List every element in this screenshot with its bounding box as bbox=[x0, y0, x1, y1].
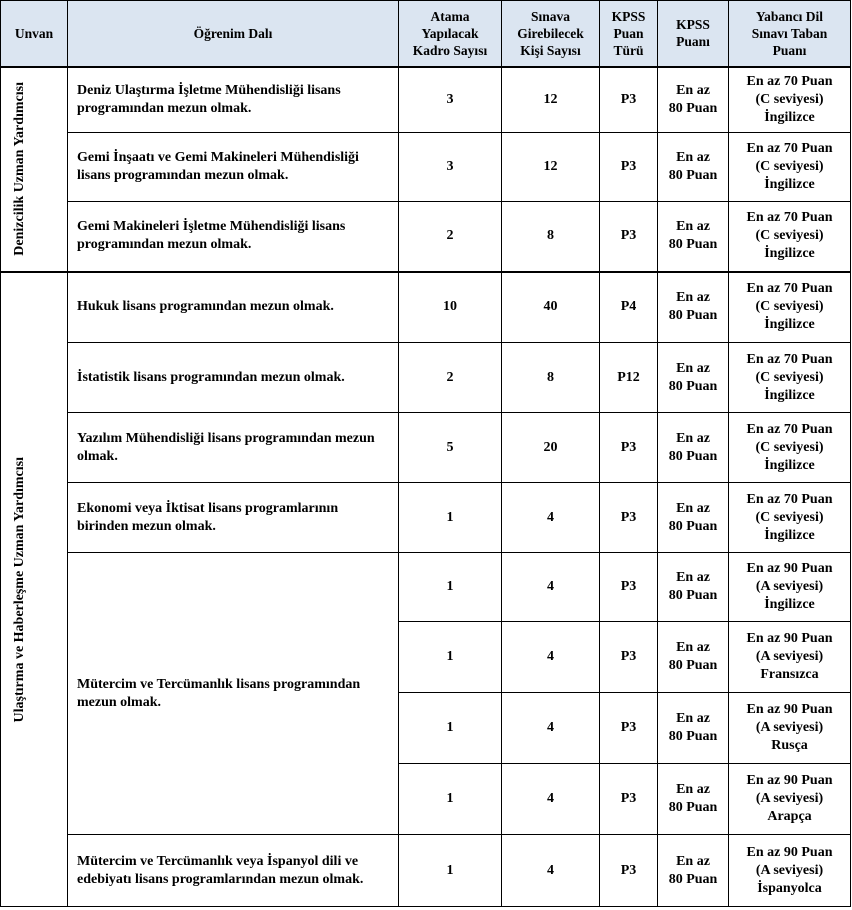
program-cell: Deniz Ulaştırma İşletme Mühendisliği lisans programından mezun olmak. bbox=[68, 67, 399, 133]
header-kisi-sayisi bbox=[502, 1, 600, 67]
dil-line: (C seviyesi) bbox=[755, 228, 824, 244]
header-row bbox=[1, 1, 851, 67]
kpss-line: En az bbox=[676, 853, 710, 869]
kpss-line: 80 Puan bbox=[668, 658, 718, 673]
dil-line: En az 70 Puan bbox=[746, 73, 833, 89]
kpss-puani-cell bbox=[658, 764, 729, 835]
kisi-cell: 8 bbox=[502, 202, 600, 272]
header-kpss-puani bbox=[658, 1, 729, 67]
dil-line: Fransızca bbox=[760, 667, 819, 682]
table-row bbox=[1, 272, 851, 343]
kadro-cell: 2 bbox=[399, 202, 502, 272]
kpss-line: En az bbox=[676, 500, 710, 516]
dil-puani-cell bbox=[729, 67, 851, 133]
dil-line: En az 90 Puan bbox=[746, 844, 833, 860]
kadro-cell: 3 bbox=[399, 133, 502, 202]
header-kisi-line-3: Kişi Sayısı bbox=[520, 42, 581, 58]
dil-line: (C seviyesi) bbox=[755, 439, 824, 455]
kpss-line: En az bbox=[676, 570, 710, 585]
table-row bbox=[1, 133, 851, 202]
table-row bbox=[1, 483, 851, 553]
kisi-cell: 12 bbox=[502, 133, 600, 202]
kadro-cell: 2 bbox=[399, 343, 502, 413]
header-tur-line-2: Puan bbox=[613, 25, 644, 41]
header-yabanci-dil-puani bbox=[729, 1, 851, 67]
kadro-cell: 5 bbox=[399, 413, 502, 483]
table-row bbox=[1, 413, 851, 483]
kadro-cell: 1 bbox=[399, 483, 502, 553]
dil-line: (A seviyesi) bbox=[755, 791, 824, 806]
table-row bbox=[1, 343, 851, 413]
table-row bbox=[1, 202, 851, 272]
puan-turu-cell: P3 bbox=[600, 764, 658, 835]
dil-line: (C seviyesi) bbox=[755, 91, 824, 107]
kpss-line: 80 Puan bbox=[668, 308, 718, 324]
kisi-cell: 4 bbox=[502, 553, 600, 622]
unvan-cell bbox=[1, 272, 68, 907]
kisi-cell: 40 bbox=[502, 272, 600, 343]
header-kadro-line-2: Yapılacak bbox=[421, 25, 479, 41]
dil-puani-cell bbox=[729, 343, 851, 413]
kisi-cell: 20 bbox=[502, 413, 600, 483]
dil-puani-cell bbox=[729, 693, 851, 764]
dil-line: En az 70 Puan bbox=[746, 421, 833, 437]
dil-line: İngilizce bbox=[764, 527, 815, 543]
kadro-cell: 10 bbox=[399, 272, 502, 343]
kpss-line: 80 Puan bbox=[668, 871, 718, 887]
header-tur-line-3: Türü bbox=[613, 42, 644, 58]
header-kadro-line-3: Kadro Sayısı bbox=[412, 42, 488, 58]
kpss-line: En az bbox=[676, 430, 710, 446]
kpss-line: 80 Puan bbox=[668, 448, 718, 464]
dil-line: İngilizce bbox=[764, 387, 815, 403]
kpss-puani-cell bbox=[658, 553, 729, 622]
program-cell: Mütercim ve Tercümanlık veya İspanyol dili ve edebiyatı lisans programlarından mezun olmak. bbox=[68, 835, 399, 907]
header-dil-line-3: Puanı bbox=[772, 42, 807, 58]
dil-line: (C seviyesi) bbox=[755, 369, 824, 385]
dil-puani-cell bbox=[729, 764, 851, 835]
dil-puani-cell bbox=[729, 553, 851, 622]
header-puan-line-1: KPSS bbox=[676, 17, 710, 33]
kpss-line: 80 Puan bbox=[668, 100, 718, 116]
kpss-line: En az bbox=[676, 82, 710, 98]
puan-turu-cell: P3 bbox=[600, 67, 658, 133]
header-dil-line-1: Yabancı Dil bbox=[755, 8, 824, 24]
header-ogrenim-dali: Öğrenim Dalı bbox=[68, 1, 399, 67]
dil-line: (C seviyesi) bbox=[755, 509, 824, 525]
header-kisi-line-1: Sınava bbox=[530, 8, 571, 24]
puan-turu-cell: P3 bbox=[600, 693, 658, 764]
dil-line: İngilizce bbox=[764, 317, 815, 333]
dil-line: En az 70 Puan bbox=[746, 141, 833, 156]
kpss-puani-cell bbox=[658, 343, 729, 413]
dil-line: Arapça bbox=[767, 809, 812, 824]
kpss-line: En az bbox=[676, 219, 710, 235]
kpss-line: En az bbox=[676, 640, 710, 655]
puan-turu-cell: P3 bbox=[600, 133, 658, 202]
kisi-cell: 4 bbox=[502, 693, 600, 764]
puan-turu-cell: P3 bbox=[600, 553, 658, 622]
kpss-line: 80 Puan bbox=[668, 237, 718, 253]
unvan-label: Denizcilik Uzman Yardımcısı bbox=[12, 82, 27, 256]
puan-turu-cell: P4 bbox=[600, 272, 658, 343]
header-kadro-line-1: Atama bbox=[430, 8, 470, 24]
puan-turu-cell: P3 bbox=[600, 413, 658, 483]
kadro-cell: 1 bbox=[399, 764, 502, 835]
program-cell: Ekonomi veya İktisat lisans programlarının birinden mezun olmak. bbox=[68, 483, 399, 553]
dil-line: İngilizce bbox=[764, 597, 815, 612]
dil-line: En az 70 Puan bbox=[746, 351, 833, 367]
header-puan-line-2: Puanı bbox=[676, 34, 710, 50]
kadro-cell: 1 bbox=[399, 835, 502, 907]
dil-puani-cell bbox=[729, 272, 851, 343]
program-cell: Gemi Makineleri İşletme Mühendisliği lisans programından mezun olmak. bbox=[68, 202, 399, 272]
header-dil-line-2: Sınavı Taban bbox=[751, 25, 828, 41]
kpss-puani-cell bbox=[658, 133, 729, 202]
dil-puani-cell bbox=[729, 413, 851, 483]
kpss-puani-cell bbox=[658, 835, 729, 907]
kpss-line: 80 Puan bbox=[668, 729, 718, 744]
kpss-line: En az bbox=[676, 290, 710, 306]
kpss-puani-cell bbox=[658, 202, 729, 272]
kadro-cell: 1 bbox=[399, 622, 502, 693]
kpss-puani-cell bbox=[658, 272, 729, 343]
dil-line: En az 70 Puan bbox=[746, 281, 833, 297]
puan-turu-cell: P3 bbox=[600, 202, 658, 272]
dil-line: İngilizce bbox=[764, 246, 815, 262]
program-cell: Yazılım Mühendisliği lisans programından mezun olmak. bbox=[68, 413, 399, 483]
kadro-cell: 3 bbox=[399, 67, 502, 133]
dil-puani-cell bbox=[729, 133, 851, 202]
puan-turu-cell: P3 bbox=[600, 483, 658, 553]
kpss-line: En az bbox=[676, 360, 710, 376]
table-row bbox=[1, 835, 851, 907]
kpss-puani-cell bbox=[658, 67, 729, 133]
dil-puani-cell bbox=[729, 622, 851, 693]
program-cell: Gemi İnşaatı ve Gemi Makineleri Mühendisliği lisans programından mezun olmak. bbox=[68, 133, 399, 202]
kisi-cell: 4 bbox=[502, 835, 600, 907]
kpss-puani-cell bbox=[658, 483, 729, 553]
dil-line: En az 90 Puan bbox=[746, 561, 833, 576]
kpss-line: 80 Puan bbox=[668, 168, 718, 183]
kadro-cell: 1 bbox=[399, 693, 502, 764]
kpss-line: En az bbox=[676, 150, 710, 165]
program-cell: Mütercim ve Tercümanlık lisans programından mezun olmak. bbox=[68, 553, 399, 835]
puan-turu-cell: P12 bbox=[600, 343, 658, 413]
dil-line: (A seviyesi) bbox=[755, 579, 824, 594]
dil-line: En az 90 Puan bbox=[746, 631, 833, 646]
dil-line: Rusça bbox=[771, 738, 808, 753]
dil-line: İngilizce bbox=[764, 177, 815, 192]
dil-puani-cell bbox=[729, 202, 851, 272]
header-unvan: Unvan bbox=[1, 1, 68, 67]
unvan-label: Ulaştırma ve Haberleşme Uzman Yardımcısı bbox=[12, 456, 27, 722]
dil-line: İspanyolca bbox=[757, 880, 822, 896]
kpss-puani-cell bbox=[658, 622, 729, 693]
kpss-puani-cell bbox=[658, 413, 729, 483]
dil-line: En az 70 Puan bbox=[746, 210, 833, 226]
kpss-puani-cell bbox=[658, 693, 729, 764]
kpss-line: 80 Puan bbox=[668, 588, 718, 603]
dil-line: (A seviyesi) bbox=[755, 649, 824, 664]
kisi-cell: 8 bbox=[502, 343, 600, 413]
dil-puani-cell bbox=[729, 483, 851, 553]
kisi-cell: 4 bbox=[502, 622, 600, 693]
dil-line: En az 90 Puan bbox=[746, 773, 833, 788]
dil-line: İngilizce bbox=[764, 109, 815, 125]
puan-turu-cell: P3 bbox=[600, 835, 658, 907]
program-cell: İstatistik lisans programından mezun olmak. bbox=[68, 343, 399, 413]
dil-line: En az 90 Puan bbox=[746, 702, 833, 717]
puan-turu-cell: P3 bbox=[600, 622, 658, 693]
kisi-cell: 12 bbox=[502, 67, 600, 133]
kpss-line: En az bbox=[676, 711, 710, 726]
program-cell: Hukuk lisans programından mezun olmak. bbox=[68, 272, 399, 343]
kpss-line: En az bbox=[676, 782, 710, 797]
kisi-cell: 4 bbox=[502, 764, 600, 835]
kpss-line: 80 Puan bbox=[668, 800, 718, 815]
kpss-line: 80 Puan bbox=[668, 518, 718, 534]
kisi-cell: 4 bbox=[502, 483, 600, 553]
unvan-cell bbox=[1, 67, 68, 272]
table-row bbox=[1, 67, 851, 133]
kpss-line: 80 Puan bbox=[668, 378, 718, 394]
dil-line: (C seviyesi) bbox=[755, 159, 824, 174]
header-kisi-line-2: Girebilecek bbox=[517, 25, 584, 41]
kadro-cell: 1 bbox=[399, 553, 502, 622]
header-kadro-sayisi bbox=[399, 1, 502, 67]
dil-line: İngilizce bbox=[764, 457, 815, 473]
dil-line: (A seviyesi) bbox=[755, 862, 824, 878]
header-tur-line-1: KPSS bbox=[611, 8, 646, 24]
dil-line: (A seviyesi) bbox=[755, 720, 824, 735]
dil-line: En az 70 Puan bbox=[746, 491, 833, 507]
dil-puani-cell bbox=[729, 835, 851, 907]
table-row bbox=[1, 553, 851, 622]
dil-line: (C seviyesi) bbox=[755, 299, 824, 315]
header-kpss-puan-turu bbox=[600, 1, 658, 67]
